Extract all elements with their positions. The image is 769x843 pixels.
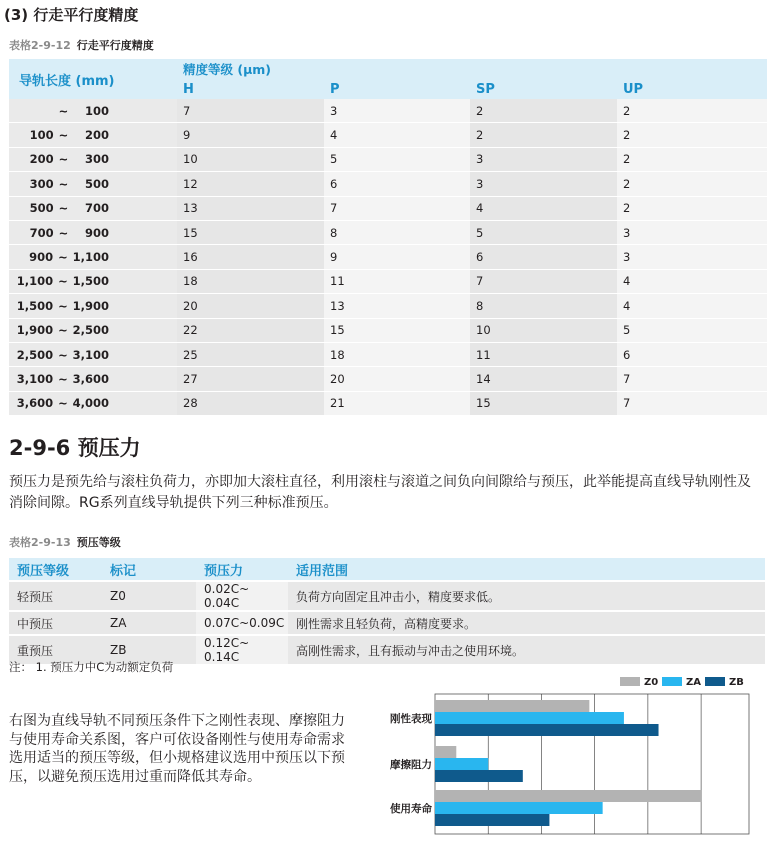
length-to: 1,100	[72, 250, 109, 265]
table2-header-row	[9, 558, 765, 581]
parallelism-table	[9, 59, 767, 416]
parallelism-value-up: 2	[617, 123, 767, 147]
preload-mark: Z0	[102, 581, 196, 611]
parallelism-value-sp: 3	[470, 147, 617, 171]
table-note: 注： 1. 预压力中C为动额定负荷	[9, 660, 174, 674]
preload-application: 高刚性需求，且有振动与冲击之使用环境。	[288, 635, 765, 665]
length-header: 导轨长度 (mm)	[9, 59, 177, 99]
length-from: 1,900	[16, 323, 54, 338]
parallelism-value-h: 18	[177, 269, 324, 293]
preload-grade: 重预压	[9, 635, 102, 665]
legend-label: ZB	[729, 677, 744, 688]
parallelism-value-sp: 5	[470, 220, 617, 244]
grade-up: UP	[617, 79, 767, 99]
parallelism-value-h: 15	[177, 220, 324, 244]
header-application: 适用范围	[288, 558, 765, 581]
table-row	[9, 99, 767, 123]
length-range	[9, 294, 177, 318]
table-row	[9, 172, 767, 196]
table1-caption-num: 表格2-9-12	[9, 39, 71, 52]
bar-z0	[435, 700, 589, 712]
parallelism-value-p: 5	[324, 147, 470, 171]
range-tilde: ~	[58, 176, 69, 191]
parallelism-value-up: 4	[617, 269, 767, 293]
preload-force: 0.12C~ 0.14C	[196, 635, 288, 665]
length-from: 1,100	[16, 274, 54, 289]
parallelism-value-sp: 11	[470, 342, 617, 366]
header-preload-grade: 预压等级	[9, 558, 102, 581]
preload-chart	[380, 668, 766, 840]
range-tilde: ~	[58, 152, 69, 167]
table1-caption	[9, 37, 154, 53]
table-row	[9, 611, 765, 635]
table-row	[9, 391, 767, 415]
table-row	[9, 367, 767, 391]
length-range	[9, 147, 177, 171]
table-row	[9, 342, 767, 366]
length-range	[9, 172, 177, 196]
table-row	[9, 581, 765, 611]
category-label: 使用寿命	[390, 803, 432, 815]
parallelism-value-p: 13	[324, 294, 470, 318]
table-row	[9, 196, 767, 220]
length-from: 3,600	[16, 396, 54, 411]
range-tilde: ~	[58, 347, 68, 362]
parallelism-value-sp: 2	[470, 123, 617, 147]
parallelism-value-up: 7	[617, 367, 767, 391]
parallelism-value-sp: 14	[470, 367, 617, 391]
legend-label: Z0	[644, 677, 659, 688]
grade-header: 精度等级 (μm)	[177, 59, 767, 79]
length-from: 3,100	[16, 371, 54, 386]
preload-intro: 预压力是预先给与滚柱负荷力，亦即加大滚柱直径，利用滚柱与滚道之间负向间隙给与预压，此举能提高直线导轨刚性及消除间隙。RG系列直线导轨提供下列三种标准预压。	[9, 474, 751, 511]
preload-application: 负荷方向固定且冲击小，精度要求低。	[288, 581, 765, 611]
length-to: 1,500	[72, 274, 109, 289]
parallelism-value-sp: 2	[470, 99, 617, 123]
parallelism-value-h: 27	[177, 367, 324, 391]
length-from: 900	[29, 250, 54, 265]
parallelism-value-h: 13	[177, 196, 324, 220]
header-mark: 标记	[102, 558, 196, 581]
table-row	[9, 294, 767, 318]
parallelism-value-up: 4	[617, 294, 767, 318]
preload-force: 0.02C~ 0.04C	[196, 581, 288, 611]
length-from: 2,500	[16, 347, 54, 362]
length-to: 200	[84, 128, 109, 143]
parallelism-value-up: 6	[617, 342, 767, 366]
header-preload-force: 预压力	[196, 558, 288, 581]
range-tilde: ~	[58, 396, 68, 411]
parallelism-value-p: 6	[324, 172, 470, 196]
section3-heading: (3) 行走平行度精度	[4, 6, 139, 24]
parallelism-value-p: 9	[324, 245, 470, 269]
parallelism-value-up: 2	[617, 172, 767, 196]
parallelism-value-h: 16	[177, 245, 324, 269]
range-tilde: ~	[58, 128, 69, 143]
preload-application: 刚性需求且轻负荷，高精度要求。	[288, 611, 765, 635]
parallelism-value-p: 4	[324, 123, 470, 147]
bar-za	[435, 712, 624, 724]
length-to: 1,900	[72, 298, 109, 313]
preload-mark: ZB	[102, 635, 196, 665]
table-row	[9, 147, 767, 171]
range-tilde: ~	[58, 103, 69, 118]
length-from: 700	[29, 225, 54, 240]
length-range	[9, 123, 177, 147]
table2-caption-num: 表格2-9-13	[9, 536, 71, 549]
length-from: 500	[29, 201, 54, 216]
range-tilde: ~	[58, 225, 69, 240]
parallelism-value-p: 20	[324, 367, 470, 391]
parallelism-value-p: 7	[324, 196, 470, 220]
length-range	[9, 391, 177, 415]
parallelism-value-p: 21	[324, 391, 470, 415]
length-range	[9, 342, 177, 366]
length-range	[9, 99, 177, 123]
length-from: 100	[29, 128, 54, 143]
length-to: 500	[84, 176, 109, 191]
preload-mark: ZA	[102, 611, 196, 635]
parallelism-value-h: 22	[177, 318, 324, 342]
parallelism-value-up: 3	[617, 245, 767, 269]
chart-description: 右图为直线导轨不同预压条件下之刚性表现、摩擦阻力与使用寿命关系图，客户可依设备刚性与使用寿命需求选用适当的预压等级，但小规格建议选用中预压以下预压，以避免预压选用过重而降低其寿命。	[9, 713, 345, 785]
parallelism-value-up: 2	[617, 196, 767, 220]
length-from: 1,500	[16, 298, 54, 313]
table1-header-row	[9, 59, 767, 79]
table-row	[9, 220, 767, 244]
parallelism-value-up: 2	[617, 147, 767, 171]
range-tilde: ~	[58, 250, 68, 265]
preload-force: 0.07C~0.09C	[196, 611, 288, 635]
grade-sp: SP	[470, 79, 617, 99]
table2-caption	[9, 534, 121, 550]
bar-za	[435, 802, 603, 814]
length-from	[9, 104, 54, 118]
parallelism-value-h: 25	[177, 342, 324, 366]
parallelism-value-sp: 10	[470, 318, 617, 342]
range-tilde: ~	[58, 274, 68, 289]
length-to: 2,500	[72, 323, 109, 338]
parallelism-value-p: 8	[324, 220, 470, 244]
parallelism-value-p: 11	[324, 269, 470, 293]
preload-grade: 轻预压	[9, 581, 102, 611]
parallelism-value-p: 3	[324, 99, 470, 123]
table-row	[9, 318, 767, 342]
parallelism-value-sp: 4	[470, 196, 617, 220]
parallelism-value-h: 7	[177, 99, 324, 123]
parallelism-value-up: 7	[617, 391, 767, 415]
length-range	[9, 220, 177, 244]
table2-caption-title: 预压等级	[76, 536, 121, 549]
preload-table	[9, 558, 765, 666]
preload-grade: 中预压	[9, 611, 102, 635]
range-tilde: ~	[58, 298, 68, 313]
length-to: 3,600	[72, 371, 109, 386]
length-range	[9, 318, 177, 342]
length-to: 300	[84, 152, 109, 167]
range-tilde: ~	[58, 371, 68, 386]
grade-h: H	[177, 79, 324, 99]
parallelism-value-p: 15	[324, 318, 470, 342]
bar-zb	[435, 814, 549, 826]
bar-zb	[435, 770, 523, 782]
length-from: 200	[29, 152, 54, 167]
parallelism-value-sp: 3	[470, 172, 617, 196]
bar-z0	[435, 790, 701, 802]
parallelism-value-sp: 15	[470, 391, 617, 415]
length-range	[9, 269, 177, 293]
parallelism-value-h: 9	[177, 123, 324, 147]
table-row	[9, 123, 767, 147]
legend-swatch	[705, 677, 725, 686]
length-range	[9, 245, 177, 269]
range-tilde: ~	[58, 323, 68, 338]
length-range	[9, 196, 177, 220]
table-row	[9, 245, 767, 269]
parallelism-value-h: 28	[177, 391, 324, 415]
category-label: 刚性表现	[390, 713, 432, 725]
parallelism-value-up: 5	[617, 318, 767, 342]
preload-heading: 2-9-6 预压力	[9, 436, 141, 460]
length-to: 100	[84, 103, 109, 118]
category-label: 摩擦阻力	[390, 759, 432, 771]
parallelism-value-sp: 7	[470, 269, 617, 293]
bar-z0	[435, 746, 456, 758]
bar-zb	[435, 724, 659, 736]
length-to: 700	[84, 201, 109, 216]
parallelism-value-up: 3	[617, 220, 767, 244]
legend-swatch	[662, 677, 682, 686]
length-to: 900	[84, 225, 109, 240]
length-to: 3,100	[72, 347, 109, 362]
table-row	[9, 269, 767, 293]
parallelism-value-sp: 6	[470, 245, 617, 269]
parallelism-value-up: 2	[617, 99, 767, 123]
parallelism-value-h: 20	[177, 294, 324, 318]
parallelism-value-h: 10	[177, 147, 324, 171]
grade-p: P	[324, 79, 470, 99]
bar-za	[435, 758, 488, 770]
range-tilde: ~	[58, 201, 69, 216]
parallelism-value-p: 18	[324, 342, 470, 366]
parallelism-value-h: 12	[177, 172, 324, 196]
table1-caption-title: 行走平行度精度	[76, 39, 154, 52]
length-to: 4,000	[72, 396, 109, 411]
legend-label: ZA	[686, 677, 701, 688]
length-range	[9, 367, 177, 391]
length-from: 300	[29, 176, 54, 191]
legend-swatch	[620, 677, 640, 686]
parallelism-value-sp: 8	[470, 294, 617, 318]
